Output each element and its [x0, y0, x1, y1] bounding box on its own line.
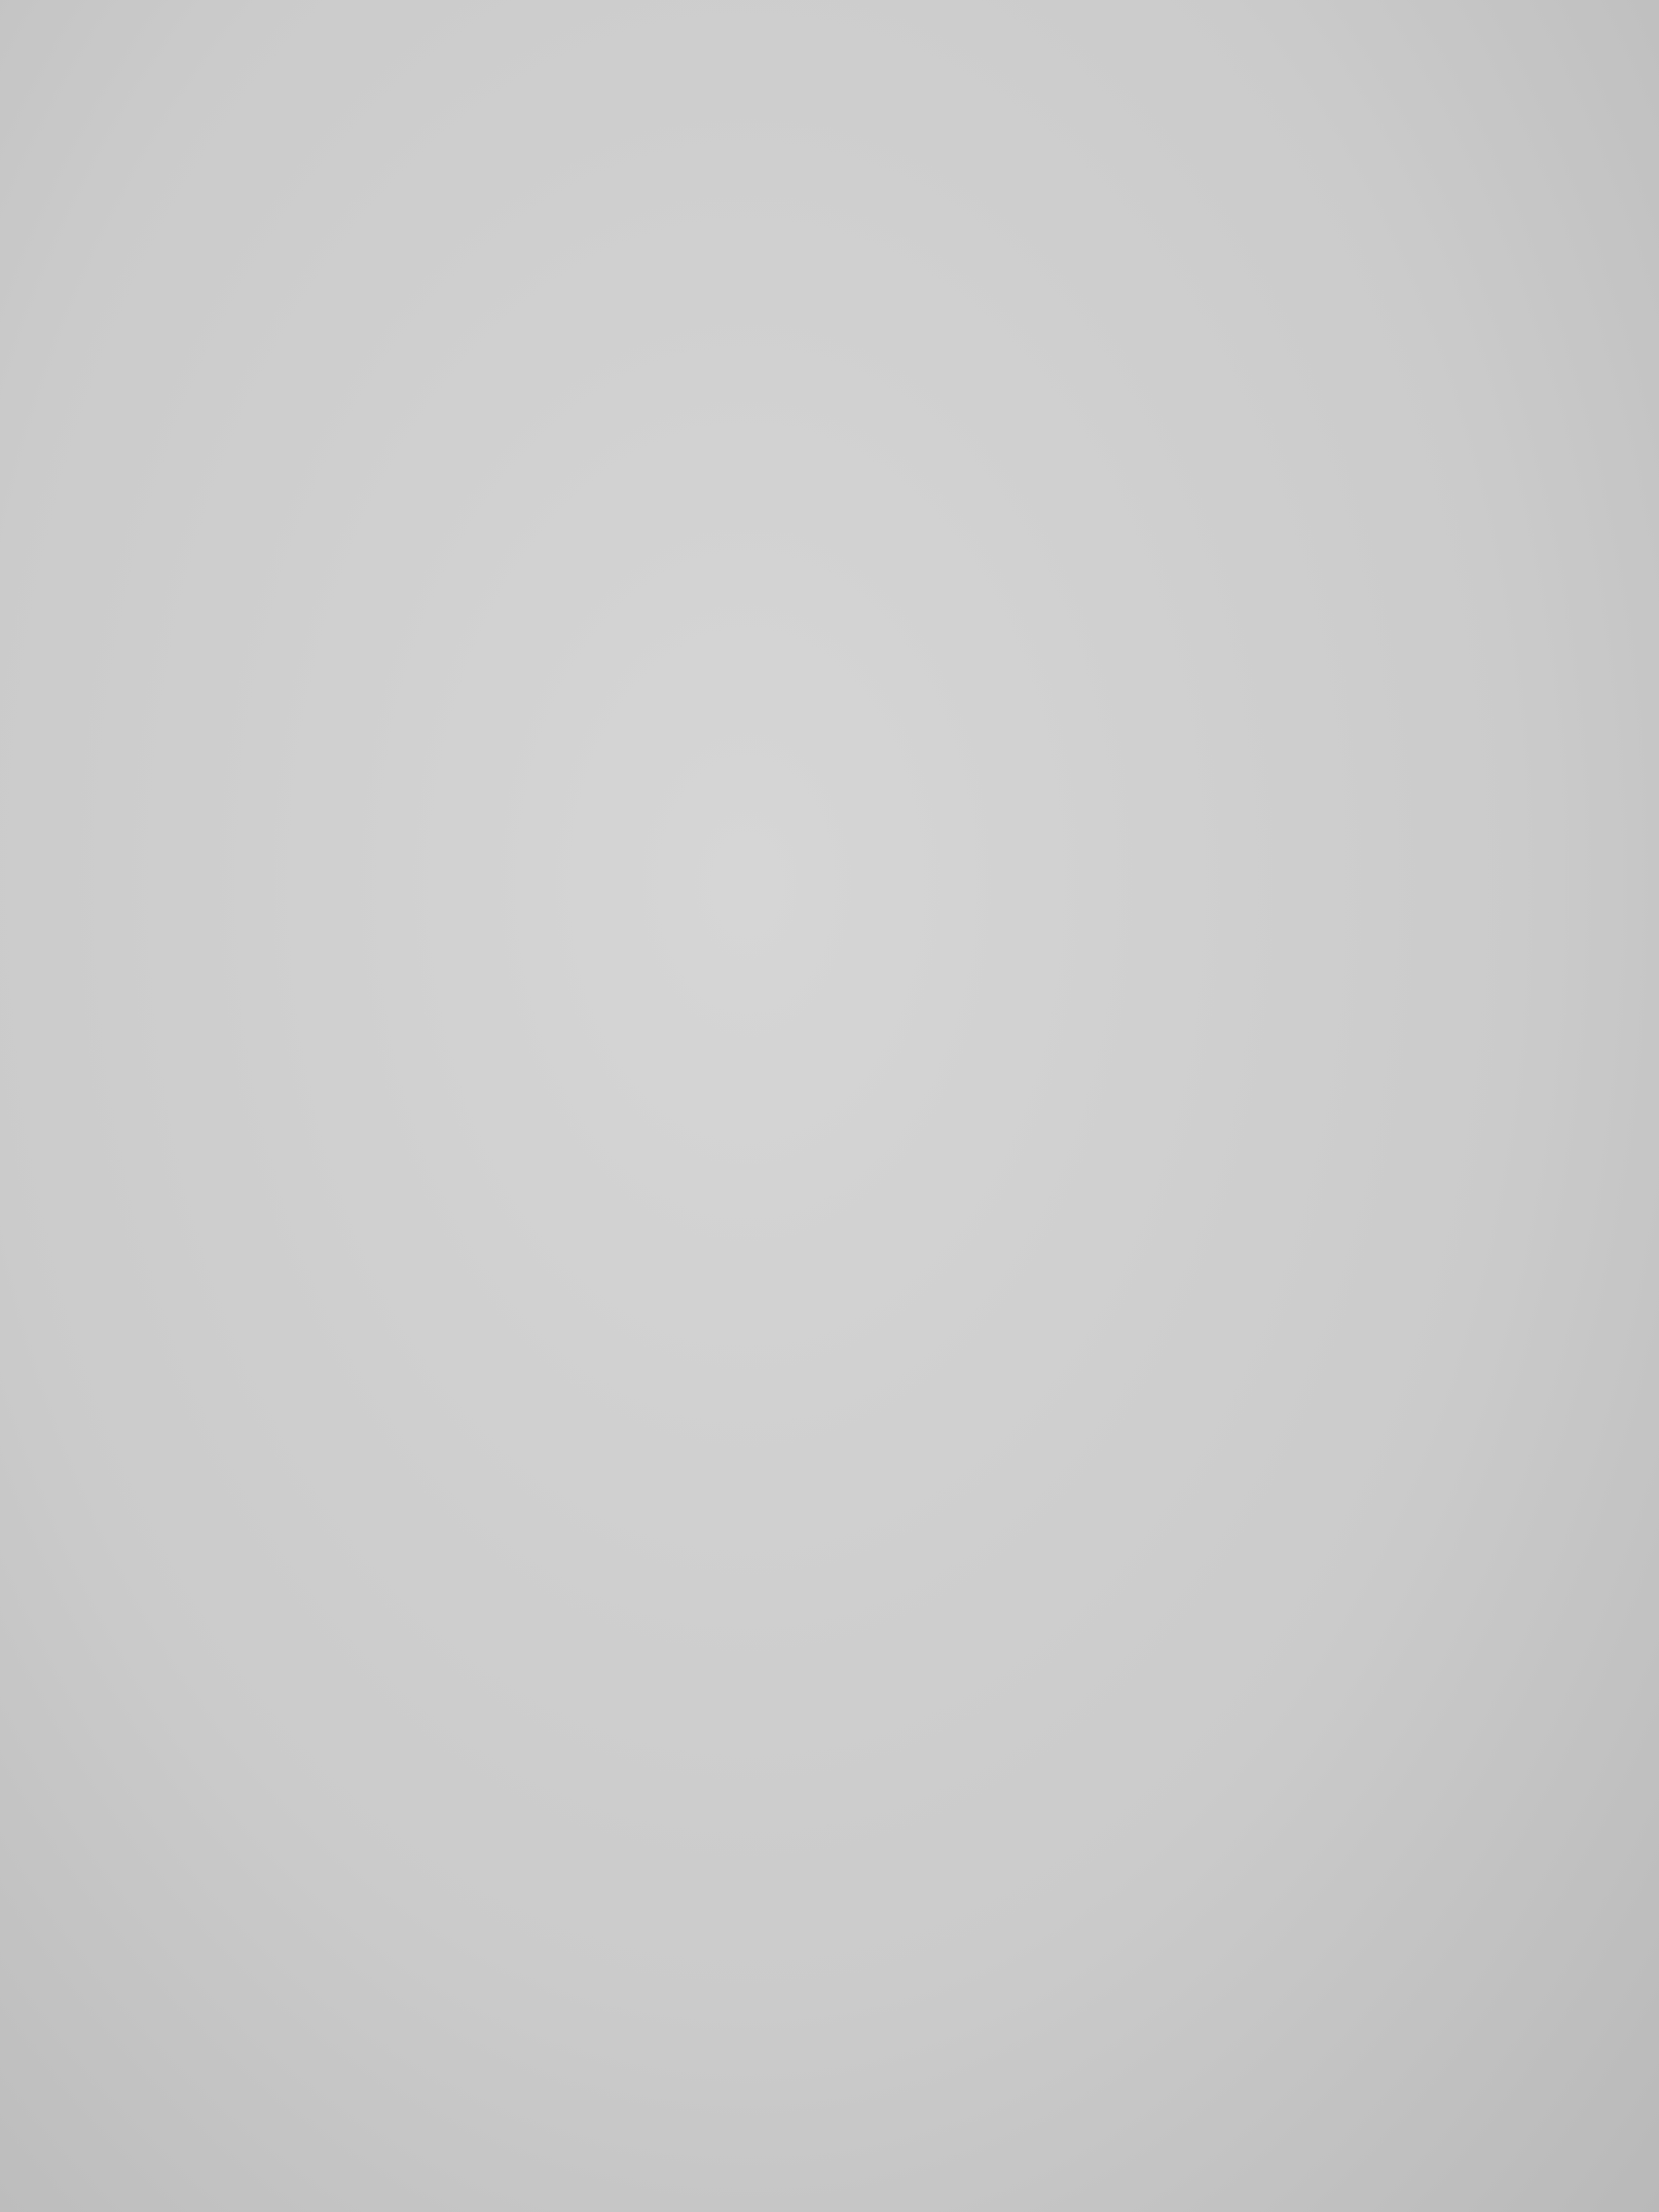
table-of-contents [88, 107, 1412, 156]
